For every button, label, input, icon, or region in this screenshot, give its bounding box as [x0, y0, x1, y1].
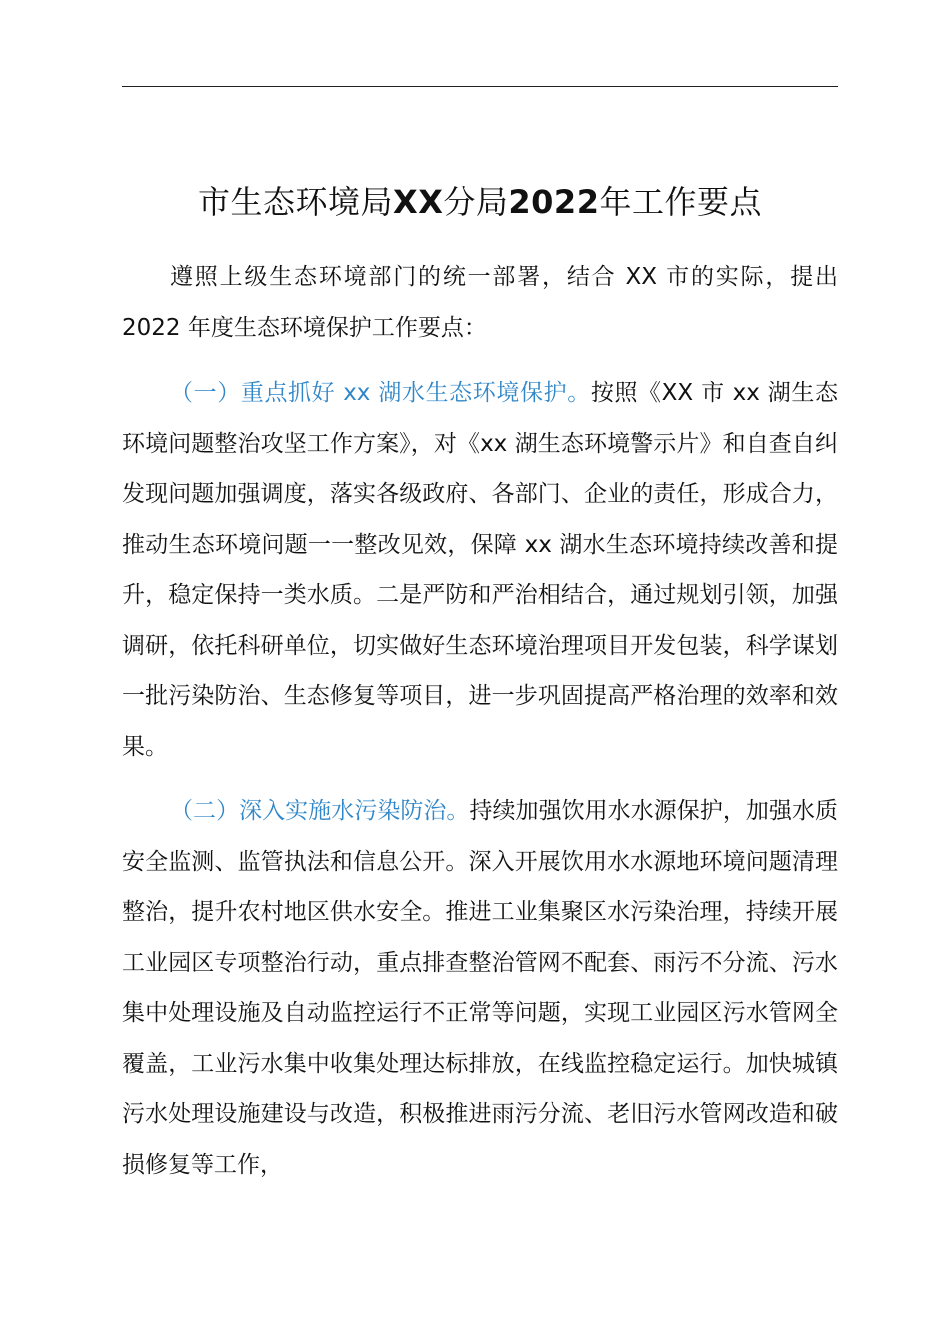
- title-suffix: 年工作要点: [599, 183, 762, 221]
- title-mid: 分局: [443, 183, 509, 221]
- intro-paragraph: 遵照上级生态环境部门的统一部署，结合 XX 市的实际，提出 2022 年度生态环境保护工作要点：: [122, 264, 838, 341]
- document-title: [122, 176, 838, 228]
- section-one-heading: （一）重点抓好 xx 湖水生态环境保护。: [170, 380, 591, 406]
- title-prefix: 市生态环境局: [198, 183, 394, 221]
- title-year: 2022: [508, 183, 600, 221]
- section-one-body: 按照《XX 市 xx 湖生态环境问题整治攻坚工作方案》，对《xx 湖生态环境警示片》和自查自纠发现问题加强调度，落实各级政府、各部门、企业的责任，形成合力，推动生态环境问题一一整改见效，保障 xx 湖水生态环境持续改善和提升，稳定保持一类水质。二是严防和严治相结合，通过规划引领，加强调研，依托科研单位，切实做好生态环境治理项目开发包装，科学谋划一批污染防治、生态修复等项目，进一步巩固提高严格治理的效率和效果。: [122, 380, 838, 760]
- section-two-body: 持续加强饮用水水源保护，加强水质安全监测、监管执法和信息公开。深入开展饮用水水源地环境问题清理整治，提升农村地区供水安全。推进工业集聚区水污染治理，持续开展工业园区专项整治行动，重点排查整治管网不配套、雨污不分流、污水集中处理设施及自动监控运行不正常等问题，实现工业园区污水管网全覆盖，工业污水集中收集处理达标排放，在线监控稳定运行。加快城镇污水处理设施建设与改造，积极推进雨污分流、老旧污水管网改造和破损修复等工作，: [122, 798, 839, 1178]
- section-two-heading: （二）深入实施水污染防治。: [170, 798, 470, 824]
- header-rule: [122, 86, 838, 87]
- title-xx: XX: [393, 183, 444, 221]
- section-two-paragraph: [122, 786, 838, 1190]
- section-one-paragraph: [122, 368, 838, 772]
